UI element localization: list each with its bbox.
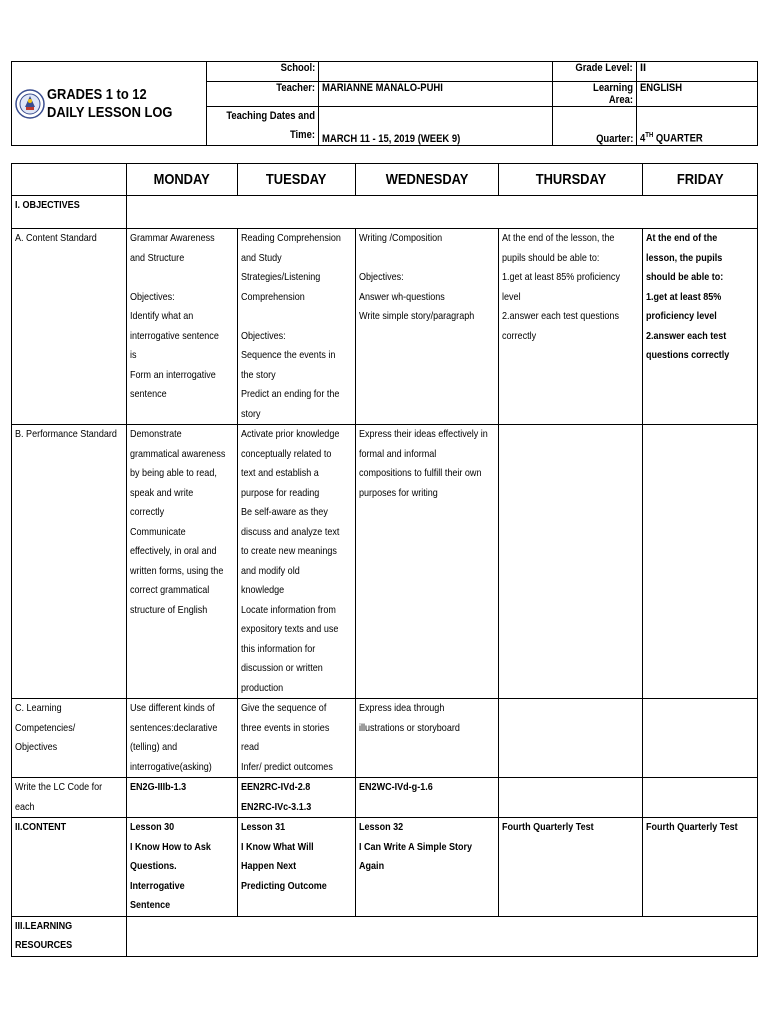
day-wednesday: WEDNESDAY xyxy=(356,164,499,196)
content-label: II.CONTENT xyxy=(12,818,127,917)
text-line: structure of English xyxy=(130,603,208,616)
text-line: Questions. xyxy=(130,860,177,872)
day-tuesday: TUESDAY xyxy=(238,164,356,196)
learning-resources-label xyxy=(12,916,127,956)
text-line: Lesson 32 xyxy=(359,821,404,833)
text-line: correctly xyxy=(502,329,537,342)
text-line: EN2WC-IVd-g-1.6 xyxy=(359,781,433,793)
text-line: Competencies/ xyxy=(15,721,76,734)
text-line: Objectives: xyxy=(130,290,175,303)
text-line: Objectives: xyxy=(359,271,404,283)
text-line: effectively, in oral and xyxy=(130,545,217,557)
text-line: sentence xyxy=(130,388,167,400)
text-line: speak and write xyxy=(130,486,194,499)
text-line: Fourth Quarterly Test xyxy=(502,821,594,833)
text-line: 1.get at least 85% xyxy=(646,290,722,303)
text-line: Predict an ending for the xyxy=(241,388,340,400)
code-thursday xyxy=(499,778,643,818)
content-friday xyxy=(643,818,758,917)
text-line: Grammar Awareness xyxy=(130,232,215,244)
text-line: Give the sequence of xyxy=(241,702,327,714)
lc-code-label xyxy=(12,778,127,818)
text-line: discussion or written xyxy=(241,662,323,674)
school-label: School: xyxy=(207,62,319,82)
text-line: Activate prior knowledge xyxy=(241,428,340,440)
ps-wednesday xyxy=(356,425,499,699)
text-line: Infer/ predict outcomes xyxy=(241,760,333,773)
text-line: Predicting Outcome xyxy=(241,879,327,892)
lesson-log-table xyxy=(11,163,758,957)
text-line: purposes for writing xyxy=(359,486,438,499)
text-line: interrogative(asking) xyxy=(130,760,212,773)
text-line: Demonstrate xyxy=(130,428,182,440)
text-line: to create new meanings xyxy=(241,545,337,557)
text-line: Lesson 30 xyxy=(130,821,175,833)
text-line: level xyxy=(502,290,521,303)
text-line: read xyxy=(241,741,260,753)
text-line: I Know How to Ask xyxy=(130,840,211,853)
text-line: Lesson 31 xyxy=(241,821,286,833)
cs-friday xyxy=(643,229,758,425)
text-line: 2.answer each test xyxy=(646,329,727,342)
grade-label: Grade Level: xyxy=(553,62,637,82)
text-line: pupils should be able to: xyxy=(502,251,600,264)
text-line: Strategies/Listening xyxy=(241,271,321,283)
text-line: Locate information from xyxy=(241,603,336,616)
text-line: written forms, using the xyxy=(130,564,224,577)
code-friday xyxy=(643,778,758,818)
learning-resources-span xyxy=(127,916,758,956)
header-table xyxy=(11,61,758,146)
competencies-label xyxy=(12,699,127,778)
corner-cell xyxy=(12,164,127,196)
content-wednesday xyxy=(356,818,499,917)
objectives-span xyxy=(127,196,758,229)
dates-value: MARCH 11 - 15, 2019 (WEEK 9) xyxy=(319,107,553,146)
text-line: Writing /Composition xyxy=(359,232,443,244)
title-line1: GRADES 1 to 12 xyxy=(47,85,147,103)
lc-tuesday xyxy=(238,699,356,778)
code-monday xyxy=(127,778,238,818)
text-line: Reading Comprehension xyxy=(241,232,341,244)
objectives-label: I. OBJECTIVES xyxy=(12,196,127,229)
deped-seal-icon xyxy=(15,81,45,127)
text-line: formal and informal xyxy=(359,447,437,460)
cs-tuesday xyxy=(238,229,356,425)
text-line: 2.answer each test questions xyxy=(502,310,619,322)
text-line: Answer wh-questions xyxy=(359,290,445,303)
text-line: Express their ideas effectively in xyxy=(359,428,488,440)
text-line: each xyxy=(15,800,35,813)
day-thursday: THURSDAY xyxy=(499,164,643,196)
text-line: and modify old xyxy=(241,564,300,577)
text-line: EN2G-IIIb-1.3 xyxy=(130,781,187,793)
content-tuesday xyxy=(238,818,356,917)
lc-friday xyxy=(643,699,758,778)
text-line: correct grammatical xyxy=(130,584,210,596)
cs-monday xyxy=(127,229,238,425)
title-cell xyxy=(12,62,207,146)
text-line: Objectives: xyxy=(241,329,286,342)
text-line: discuss and analyze text xyxy=(241,525,340,538)
competencies-row xyxy=(12,699,758,778)
text-line: proficiency level xyxy=(646,310,717,322)
text-line: Interrogative xyxy=(130,879,185,892)
text-line: by being able to read, xyxy=(130,467,217,479)
content-row xyxy=(12,818,758,917)
code-wednesday xyxy=(356,778,499,818)
performance-standard-row xyxy=(12,425,758,699)
text-line: At the end of the lesson, the xyxy=(502,232,615,244)
text-line: and Structure xyxy=(130,251,185,264)
text-line: Objectives xyxy=(15,741,58,753)
text-line: correctly xyxy=(130,506,165,518)
lc-monday xyxy=(127,699,238,778)
text-line: grammatical awareness xyxy=(130,447,226,460)
text-line: expository texts and use xyxy=(241,623,339,635)
text-line: Be self-aware as they xyxy=(241,506,328,518)
code-tuesday xyxy=(238,778,356,818)
content-standard-label: A. Content Standard xyxy=(12,229,127,425)
text-line: Communicate xyxy=(130,525,186,538)
text-line: knowledge xyxy=(241,584,285,596)
text-line: interrogative sentence xyxy=(130,329,219,342)
text-line: production xyxy=(241,681,284,694)
ps-thursday xyxy=(499,425,643,699)
text-line: RESOURCES xyxy=(15,939,73,951)
school-value xyxy=(319,62,553,82)
learning-resources-row xyxy=(12,916,758,956)
text-line: the story xyxy=(241,368,276,381)
text-line: Comprehension xyxy=(241,290,305,303)
text-line: At the end of the xyxy=(646,232,718,244)
teacher-label: Teacher: xyxy=(207,82,319,107)
text-line: conceptually related to xyxy=(241,447,332,460)
day-monday: MONDAY xyxy=(127,164,238,196)
text-line: is xyxy=(130,349,137,361)
text-line: Again xyxy=(359,860,385,872)
content-monday xyxy=(127,818,238,917)
text-line: should be able to: xyxy=(646,271,724,283)
ps-tuesday xyxy=(238,425,356,699)
text-line: I Can Write A Simple Story xyxy=(359,840,473,853)
ps-friday xyxy=(643,425,758,699)
day-friday: FRIDAY xyxy=(643,164,758,196)
area-label: Learning Area: xyxy=(553,82,637,107)
ps-monday xyxy=(127,425,238,699)
text-line: Fourth Quarterly Test xyxy=(646,821,738,833)
text-line: I Know What Will xyxy=(241,840,314,853)
text-line: 1.get at least 85% proficiency xyxy=(502,271,620,283)
quarter-value: 4TH QUARTER xyxy=(637,107,758,146)
text-line: questions correctly xyxy=(646,349,730,361)
lc-thursday xyxy=(499,699,643,778)
quarter-label: Quarter: xyxy=(553,107,637,146)
cs-thursday xyxy=(499,229,643,425)
text-line: Form an interrogative xyxy=(130,368,216,381)
dates-label: Teaching Dates and Time: xyxy=(207,107,319,146)
text-line: (telling) and xyxy=(130,741,178,753)
grade-value: II xyxy=(637,62,758,82)
text-line xyxy=(359,249,495,269)
title-line2: DAILY LESSON LOG xyxy=(47,103,173,121)
text-line: Write simple story/paragraph xyxy=(359,310,475,322)
text-line: Write the LC Code for xyxy=(15,781,103,793)
cs-wednesday xyxy=(356,229,499,425)
text-line: three events in stories xyxy=(241,721,330,734)
text-line: compositions to fulfill their own xyxy=(359,467,482,479)
text-line: story xyxy=(241,407,261,420)
objectives-row xyxy=(12,196,758,229)
text-line: sentences:declarative xyxy=(130,721,218,734)
lc-wednesday xyxy=(356,699,499,778)
text-line: C. Learning xyxy=(15,702,62,714)
text-line: text and establish a xyxy=(241,467,319,479)
content-thursday xyxy=(499,818,643,917)
day-header-row xyxy=(12,164,758,196)
teacher-value: MARIANNE MANALO-PUHI xyxy=(319,82,553,107)
text-line xyxy=(241,307,352,327)
text-line: Sentence xyxy=(130,899,171,911)
text-line: EEN2RC-IVd-2.8 xyxy=(241,781,311,793)
text-line: III.LEARNING xyxy=(15,919,73,932)
text-line: lesson, the pupils xyxy=(646,251,723,264)
text-line: Happen Next xyxy=(241,860,297,872)
text-line: illustrations or storyboard xyxy=(359,721,460,734)
area-value: ENGLISH xyxy=(637,82,758,107)
performance-standard-label: B. Performance Standard xyxy=(12,425,127,699)
text-line: EN2RC-IVc-3.1.3 xyxy=(241,800,312,813)
text-line: and Study xyxy=(241,251,282,264)
lc-code-row xyxy=(12,778,758,818)
content-standard-row xyxy=(12,229,758,425)
text-line xyxy=(130,268,234,288)
text-line: this information for xyxy=(241,642,316,655)
text-line: Use different kinds of xyxy=(130,702,215,714)
text-line: Express idea through xyxy=(359,702,445,714)
text-line: Sequence the events in xyxy=(241,349,336,361)
text-line: Identify what an xyxy=(130,310,194,322)
text-line: purpose for reading xyxy=(241,486,320,499)
